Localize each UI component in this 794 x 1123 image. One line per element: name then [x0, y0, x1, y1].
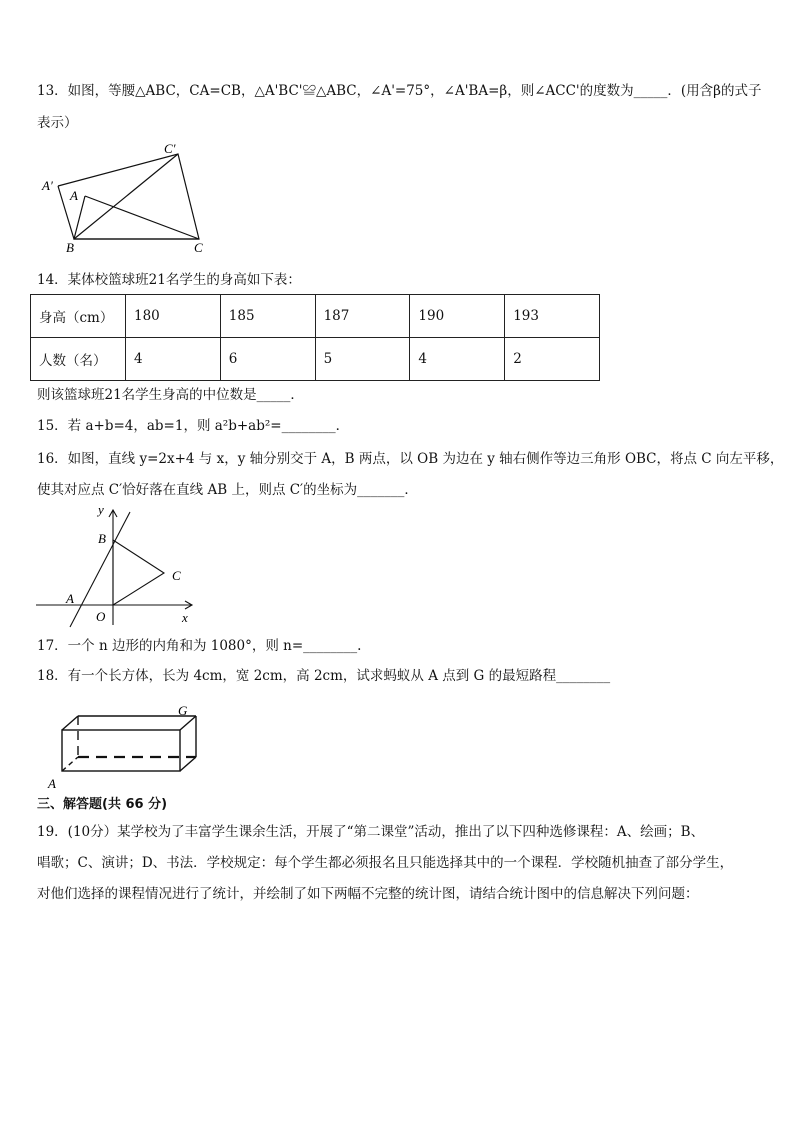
- q14-question: 则该篮球班21名学生身高的中位数是_____．: [37, 387, 304, 403]
- table-row: [31, 295, 600, 338]
- q16-label-b: B: [98, 531, 106, 546]
- q16-triangle-obc: [113, 540, 164, 605]
- q18-label-g: G: [178, 703, 188, 718]
- q18-edge: [180, 757, 196, 771]
- q18-front-face: [62, 730, 180, 771]
- q19-text-line1: 19．(10分）某学校为了丰富学生课余生活，开展了“第二课堂”活动，推出了以下四种选修课程：A、绘画；B、: [37, 824, 705, 840]
- q13-label-a-prime: A′: [42, 178, 53, 193]
- q16-graph-figure: [34, 500, 204, 630]
- table-cell: 185: [220, 295, 315, 338]
- q16-label-y: y: [98, 502, 104, 517]
- q13-triangle-abc: [74, 196, 199, 239]
- q18-cuboid-figure: [40, 700, 200, 792]
- table-cell: 2: [505, 338, 600, 381]
- q18-edge: [180, 716, 196, 730]
- table-cell: 人数（名）: [31, 338, 126, 381]
- table-cell: 身高（cm）: [31, 295, 126, 338]
- table-cell: 4: [126, 338, 221, 381]
- q18-text: 18．有一个长方体，长为 4cm，宽 2cm，高 2cm，试求蚂蚁从 A 点到 G 的最短路程________: [37, 668, 611, 684]
- q13-text-line2: 表示）: [37, 115, 78, 131]
- table-cell: 4: [410, 338, 505, 381]
- q13-text-line1: 13．如图，等腰△ABC，CA=CB，△A'BC'≌△ABC，∠A'=75°，∠A'BA=β，则∠ACC'的度数为_____．(用含β的式子: [37, 83, 762, 99]
- q13-label-c: C: [194, 240, 203, 255]
- q16-label-c: C: [172, 568, 181, 583]
- q16-label-x: x: [182, 610, 188, 625]
- table-cell: 190: [410, 295, 505, 338]
- q13-label-b: B: [66, 240, 74, 255]
- q13-outer-quad: [58, 154, 199, 239]
- q13-label-a: A: [70, 188, 78, 203]
- q17-text: 17．一个 n 边形的内角和为 1080°，则 n=________.: [37, 638, 362, 654]
- q18-hidden-edge: [62, 757, 78, 771]
- table-cell: 6: [220, 338, 315, 381]
- q18-label-a: A: [48, 776, 56, 791]
- q14-height-table: [30, 294, 600, 381]
- q13-triangle-figure: [30, 138, 230, 260]
- table-cell: 187: [315, 295, 410, 338]
- q19-text-line2: 唱歌；C、演讲；D、书法．学校规定：每个学生都必须报名且只能选择其中的一个课程．学校随机抽查了部分学生，: [37, 855, 734, 871]
- q16-label-o: O: [96, 609, 106, 624]
- q15-text: 15．若 a+b=4，ab=1，则 a²b+ab²=________．: [37, 418, 350, 434]
- section-title: 三、解答题(共 66 分): [37, 797, 168, 812]
- q14-intro: 14．某体校篮球班21名学生的身高如下表：: [37, 272, 301, 288]
- q16-label-a: A: [66, 591, 74, 606]
- q16-text-line1: 16．如图，直线 y=2x+4 与 x，y 轴分别交于 A，B 两点，以 OB 为边在 y 轴右侧作等边三角形 OBC，将点 C 向左平移，: [37, 451, 784, 467]
- q18-edge: [62, 716, 78, 730]
- q13-label-c-prime: C′: [164, 141, 176, 156]
- table-cell: 193: [505, 295, 600, 338]
- table-cell: 5: [315, 338, 410, 381]
- table-cell: 180: [126, 295, 221, 338]
- q16-text-line2: 使其对应点 C′恰好落在直线 AB 上，则点 C′的坐标为_______．: [37, 482, 418, 498]
- q13-segment-bc-prime: [74, 154, 178, 239]
- q19-text-line3: 对他们选择的课程情况进行了统计，并绘制了如下两幅不完整的统计图，请结合统计图中的信息解决下列问题：: [37, 886, 699, 902]
- table-row: [31, 338, 600, 381]
